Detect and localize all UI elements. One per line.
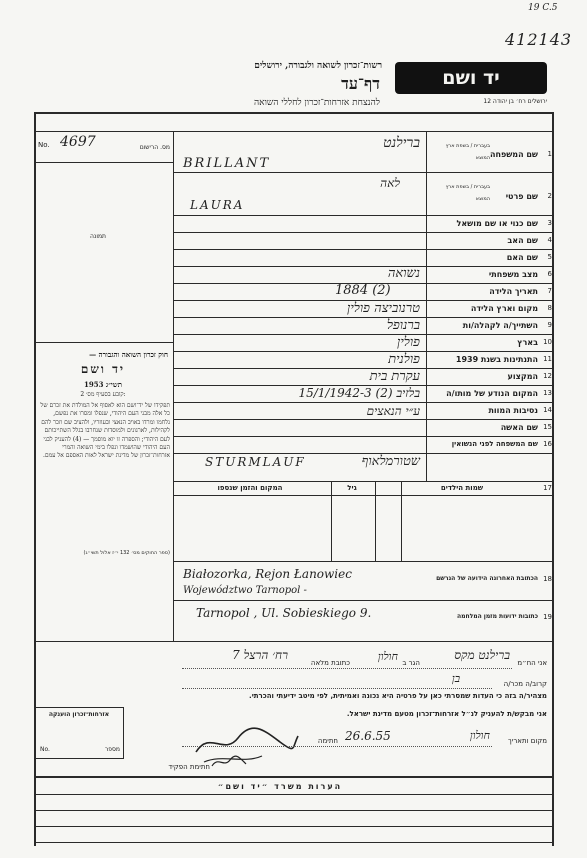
relation-value: בן [451, 672, 460, 685]
stamp-prefix: No. [40, 746, 50, 753]
remarks-line [34, 794, 553, 795]
witness-address-label: כתובת מלאה [310, 659, 350, 667]
witness-address: רח׳ הרצל 7 [232, 648, 288, 662]
serial-prefix: No. [38, 141, 50, 149]
field-4-number: 4 [547, 236, 552, 244]
row-line [173, 249, 553, 250]
signature-label: חתימה [317, 737, 338, 745]
witness-label: אני הח״מ [517, 659, 547, 667]
children-col-divider [331, 481, 332, 561]
row-line [173, 600, 553, 601]
law-body: תפקידו של יד־ושם הוא לאסוף אל המולדת את זכרם של כל אלה מבני העם היהודי, שנפלו ומסרו את נפשם, נלחמו ומרדו באויב הנאצי ובעוזריו, ולהציב שם וזכר להם לקהילות, לארגונים ולמוסדות שנחרבו בגלל השתייכותם לעם היהודי; והספרה זו יוא מוסמך — (4) להעניק לבני העם היהודי שהושמדו ונפלו בימי השואה והמרי אזרחות־זכרון של מדינת ישראל לאות האספם אל עמם. [40, 402, 170, 460]
authority-line: רשות־זכרון לשואה ולגבורה, ירושלים [254, 61, 382, 71]
field-12-value: עקרת בית [369, 369, 420, 384]
row-line [173, 436, 553, 437]
witness-line [182, 668, 512, 669]
field-1-number: 1 [547, 150, 552, 158]
witness-name: ברילנט מקס [454, 648, 510, 662]
children-header-line [173, 495, 553, 496]
field-2-value-hebrew: לאה [380, 176, 400, 190]
field-14-label: נסיבות המוות [488, 406, 538, 415]
request: אני מבקש/ת להעניק לנ״ל אזרחות־זכרון מטעם מדינת ישראל. [346, 710, 547, 718]
children-col-place: המקום והזמן שנספו [217, 484, 283, 492]
field-15-label: שם האשה [500, 423, 538, 432]
field-12-label: המקצוע [507, 372, 538, 381]
field-6-value: נשואה [387, 266, 420, 281]
children-col-divider [375, 481, 376, 561]
children-col-name: שמות הילדים [440, 484, 484, 492]
field-5-number: 5 [547, 253, 552, 261]
field-18-line2: Województwo Tarnopol - [183, 585, 307, 596]
remarks-right [552, 776, 554, 846]
serial-row-divider [34, 131, 553, 132]
field-18-number: 18 [543, 575, 552, 583]
field-7-value: 1884 (2) [335, 283, 391, 298]
header-address: ירושלים רח׳ בן יהודה 12 [483, 98, 547, 105]
field-6-label: מצב משפחתי [488, 270, 538, 279]
witness-city: חולון [377, 650, 398, 663]
children-col-age: גיל [347, 484, 357, 492]
field-10-label: בארץ [517, 338, 538, 347]
row-line [173, 215, 553, 216]
subtitle: להנצחת אזרחות־זכרון לחללי השואה [254, 98, 380, 108]
serial-label: מס. הרישום [139, 144, 170, 151]
serial-number: 4697 [60, 134, 96, 150]
relation-label: קרוב/ה מכר/ה [503, 680, 547, 688]
law-section: קובע בסעיף מס׳ 2: [80, 391, 126, 398]
stamp-title: אזרחות־זכרון הוענקה [48, 711, 110, 718]
field-2-sublabel: בעברית / בשפת ארץ המוצא [445, 184, 490, 202]
field-16-number: 16 [543, 440, 552, 448]
field-9-label: השתייך/ה לקהלה/ות [462, 321, 538, 330]
photo-bottom-line [34, 342, 174, 343]
field-2-number: 2 [547, 192, 552, 200]
field-1-sublabel: בעברית / בשפת ארץ המוצא [445, 143, 490, 161]
field-8-label: מקום וארץ הלידה [470, 304, 538, 313]
field-8-number: 8 [547, 304, 552, 312]
row-line [173, 402, 553, 403]
remarks-line [34, 810, 553, 811]
field-15-number: 15 [543, 423, 552, 431]
section-divider [34, 641, 553, 642]
children-col-divider [401, 481, 402, 561]
field-13-value: בלזיב (2) 15/1/1942-3 [298, 386, 420, 400]
remarks-line [34, 842, 553, 843]
field-11-label: התנתינות בשנת 1939 [455, 355, 538, 364]
clerk-signature [210, 752, 250, 772]
field-7-number: 7 [547, 287, 552, 295]
row-line [173, 172, 553, 173]
clerk-label: חתימת הפקיד [168, 763, 210, 771]
remarks-top-line [34, 776, 553, 778]
field-14-number: 14 [543, 406, 552, 414]
field-17-number: 17 [543, 484, 552, 492]
field-19-label: כתובות ידועות מזמן המלחמה [457, 613, 538, 620]
field-9-number: 9 [547, 321, 552, 329]
relation-line [182, 688, 492, 689]
field-6-number: 6 [547, 270, 552, 278]
date-value: 26.6.55 [345, 729, 391, 743]
field-19-number: 19 [543, 613, 552, 621]
frame-top [34, 112, 553, 114]
field-5-label: שם האם [506, 253, 538, 262]
field-3-label: שם כנוי או שם מושאל [456, 219, 538, 228]
law-logo: יד ושם [80, 362, 126, 376]
field-13-number: 13 [543, 389, 552, 397]
row-line [173, 232, 553, 233]
place-date-line [182, 746, 492, 747]
field-3-number: 3 [547, 219, 552, 227]
page-title: דף־עד [341, 74, 380, 93]
left-column-divider [173, 131, 174, 641]
field-1-label: שם המשפחה [489, 150, 538, 159]
field-12-number: 12 [543, 372, 552, 380]
declaration: מצהיר/ה בזה כי העדות שמסרתי כאן על פרטיה היא נכונה ואמיתית, לפי מיטב ידיעתי והכרתי. [249, 692, 547, 700]
field-16-label: שם המשפחה לפני הנשואין [451, 440, 538, 448]
field-8-value: טרנוביצה פולין [347, 301, 420, 316]
field-7-label: תאריך הלידה [489, 287, 538, 296]
place-value: חולון [469, 729, 490, 742]
field-10-number: 10 [543, 338, 552, 346]
row-line [173, 481, 553, 482]
field-18-line1: Białozorka, Rejon Łanowiec [183, 567, 352, 581]
field-2-label: שם פרטי [505, 192, 538, 201]
field-16-value-latin: STURMLAUF [205, 455, 306, 469]
field-1-value-latin: BRILLANT [183, 156, 271, 171]
field-10-value: פולין [397, 335, 420, 350]
law-year: תשי״ג 1953 [84, 380, 122, 389]
field-11-number: 11 [543, 355, 552, 363]
field-19-line1: Tarnopol , Ul. Sobieskiego 9. [196, 606, 372, 620]
remarks-label: הערות משרד ״יד ושם״ [217, 782, 343, 791]
field-16-value-hebrew: שטורמלאוף [361, 454, 420, 469]
yad-vashem-logo: יד ושם [395, 62, 547, 94]
label-column-divider [426, 131, 427, 481]
place-date-label: מקום ותאריך [508, 737, 547, 745]
field-14-value: ע״י הנאצים [366, 404, 420, 418]
photo-label: תמונה [90, 233, 106, 240]
field-4-label: שם האב [507, 236, 538, 245]
witness-city-label: הגר ב [402, 659, 420, 667]
field-11-value: פולנית [388, 352, 420, 367]
remarks-line [34, 826, 553, 827]
field-1-value-hebrew: ברילנט [383, 135, 420, 151]
frame-left [34, 112, 36, 802]
remarks-left [34, 776, 36, 846]
field-13-label: המקום הנודע של מותו/ה [446, 389, 538, 398]
field-18-label: הכתובת האחרונה הידועה של הנרשם [436, 575, 538, 582]
top-note: 19 C.5 [528, 3, 558, 13]
law-footnote: (ספר החוקים מס׳ 132 י״ז אלול תשי״ג) [83, 550, 170, 556]
field-2-value-latin: LAURA [190, 198, 245, 212]
photo-top-line [34, 162, 174, 163]
archive-number: 412143 [505, 30, 573, 49]
row-line [173, 419, 553, 420]
children-bottom-line [173, 561, 553, 562]
stamp-number-label: מספר [104, 746, 120, 753]
law-title: חוק זכרון השואה והגבורה — [89, 350, 168, 359]
field-9-value: ברנופל [386, 318, 420, 333]
